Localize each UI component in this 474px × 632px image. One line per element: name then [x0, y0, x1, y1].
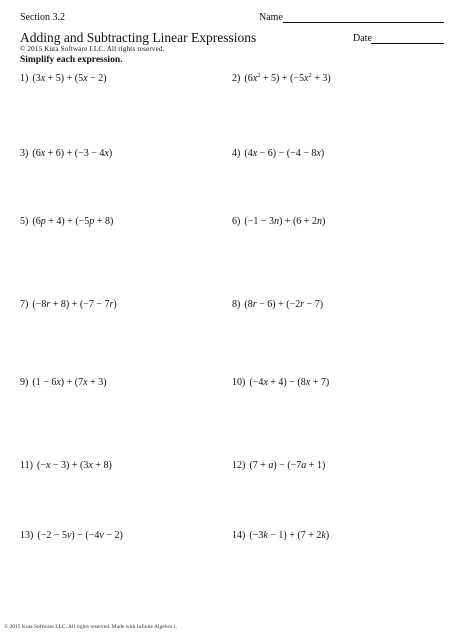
- problem-expression: (−x − 3) + (3x + 8): [36, 460, 112, 471]
- problem-number: 2): [232, 73, 241, 84]
- problem-expression: (−8r + 8) + (−7 − 7r): [32, 299, 117, 310]
- problem-number: 7): [20, 299, 29, 310]
- problem-number: 11): [20, 460, 33, 471]
- instructions: Simplify each expression.: [20, 55, 123, 65]
- problem-expression: (8r − 6) + (−2r − 7): [244, 299, 324, 310]
- problem-expression: (1 − 6x) + (7x + 3): [32, 377, 107, 388]
- problem-number: 1): [20, 73, 29, 84]
- problem-expression: (−2 − 5v) − (−4v − 2): [37, 530, 123, 541]
- problem-2: [232, 73, 331, 84]
- problem-number: 14): [232, 530, 246, 541]
- problem-8: [232, 299, 323, 310]
- problem-number: 6): [232, 216, 241, 227]
- problem-expression: (−3k − 1) + (7 + 2k): [249, 530, 330, 541]
- problem-4: [232, 148, 324, 159]
- problem-12: [232, 460, 325, 471]
- section-label: Section 3.2: [20, 12, 65, 23]
- problem-number: 3): [20, 148, 29, 159]
- worksheet-title: Adding and Subtracting Linear Expressions: [20, 30, 257, 45]
- problem-number: 8): [232, 299, 241, 310]
- problem-number: 12): [232, 460, 246, 471]
- problem-5: [20, 216, 113, 227]
- problem-9: [20, 377, 107, 388]
- problem-14: [232, 530, 329, 541]
- footer-copyright: © 2015 Kuta Software LLC. All rights reserved. Made with Infinite Algebra 1.: [4, 624, 178, 630]
- copyright-notice: © 2015 Kuta Software LLC. All rights reserved.: [20, 45, 165, 53]
- problem-expression: (−1 − 3n) + (6 + 2n): [244, 216, 326, 227]
- problem-expression: $(6x^2 + 5) + (-5x^2 + 3)$: [244, 72, 331, 84]
- problem-1: [20, 73, 107, 84]
- problem-10: [232, 377, 329, 388]
- problem-number: 5): [20, 216, 29, 227]
- problem-number: 13): [20, 530, 34, 541]
- problem-6: [232, 216, 325, 227]
- problem-number: 10): [232, 377, 246, 388]
- problem-expression: (3x + 5) + (5x − 2): [32, 73, 107, 84]
- problem-3: [20, 148, 112, 159]
- problem-number: 4): [232, 148, 241, 159]
- problem-expression: (6p + 4) + (−5p + 8): [32, 216, 114, 227]
- problem-expression: (6x + 6) + (−3 − 4x): [32, 148, 113, 159]
- name-label: Name: [259, 12, 283, 23]
- name-blank-line: [283, 22, 444, 23]
- date-blank-line: [371, 43, 444, 44]
- problem-11: [20, 460, 112, 471]
- problem-7: [20, 299, 117, 310]
- problem-expression: (7 + a) − (−7a + 1): [249, 460, 326, 471]
- problem-expression: (−4x + 4) − (8x + 7): [249, 377, 330, 388]
- problem-expression: (4x − 6) − (−4 − 8x): [244, 148, 325, 159]
- date-label: Date: [353, 33, 372, 44]
- problem-number: 9): [20, 377, 29, 388]
- problem-13: [20, 530, 123, 541]
